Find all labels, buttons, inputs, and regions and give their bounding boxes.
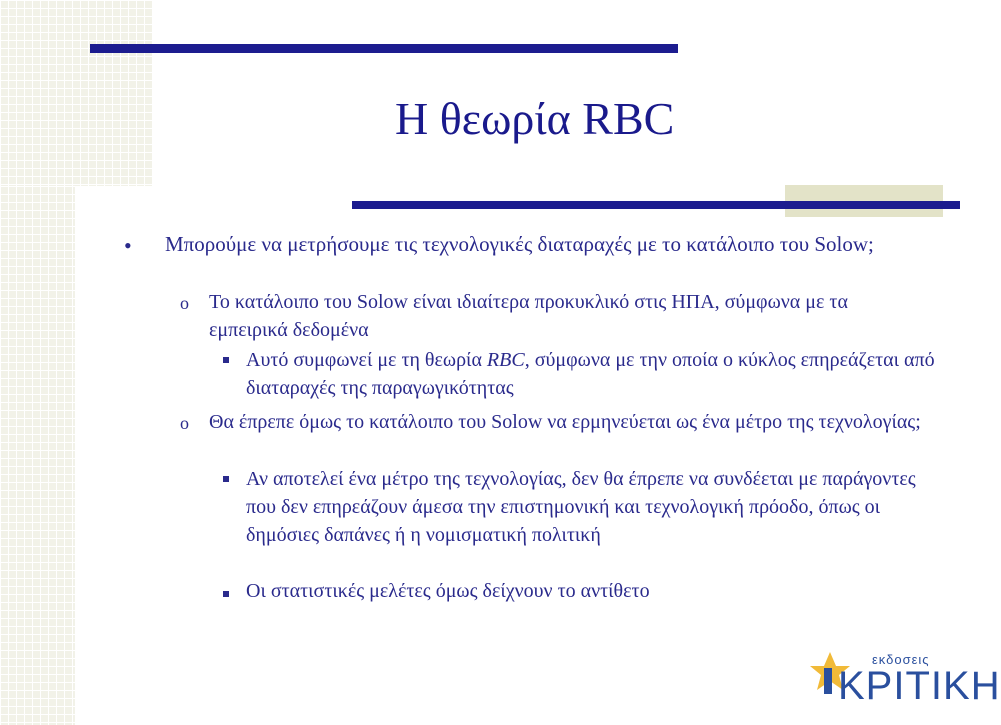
- top-divider-bar: [90, 44, 678, 53]
- bullet-level3-text: [246, 346, 936, 402]
- text-segment: Αυτό συμφωνεί με τη θεωρία: [246, 349, 487, 371]
- logo-big-text: ΚΡΙΤΙΚΗ: [838, 664, 1001, 708]
- bullet-square-icon: [223, 357, 229, 363]
- logo-small-text: εκδοσεις: [872, 652, 930, 667]
- text-segment: , σύμφωνα με την οποία ο κύκλος επηρεάζεται από διαταραχές της παραγωγικότητας: [246, 349, 935, 399]
- bullet-circle-icon: o: [180, 413, 189, 433]
- bullet-square-icon: [223, 591, 229, 597]
- bullet-circle-icon: o: [180, 293, 189, 313]
- decorative-grid-strip: [0, 186, 75, 725]
- italic-term: RBC: [486, 349, 525, 371]
- slide-title: Η θεωρία RBC: [395, 93, 675, 144]
- title-divider-bar: [352, 201, 960, 209]
- bullet-level1-text: Μπορούμε να μετρήσουμε τις τεχνολογικές διαταραχές με το κατάλοιπο του Solow;: [165, 232, 874, 256]
- bullet-level2-text: Θα έπρεπε όμως το κατάλοιπο του Solow να ερμηνεύεται ως ένα μέτρο της τεχνολογίας;: [209, 411, 921, 433]
- decorative-grid-block: [0, 0, 152, 186]
- bullet-square-icon: [223, 476, 229, 482]
- bullet-level3-text: Οι στατιστικές μελέτες όμως δείχνουν το αντίθετο: [246, 580, 650, 602]
- bullet-dot-icon: •: [124, 233, 132, 258]
- bullet-level3-text: Αν αποτελεί ένα μέτρο της τεχνολογίας, δεν θα έπρεπε να συνδέεται με παράγοντες που δεν επηρεάζουν άμεσα την επιστημονική και τεχνολογική πρόοδο, όπως οι δημόσιες δαπάνες ή η νομισματική πολιτική: [246, 468, 916, 546]
- bullet-level2-text: Το κατάλοιπο του Solow είναι ιδιαίτερα προκυκλικό στις ΗΠΑ, σύμφωνα με τα εμπειρικά δεδομένα: [209, 291, 848, 341]
